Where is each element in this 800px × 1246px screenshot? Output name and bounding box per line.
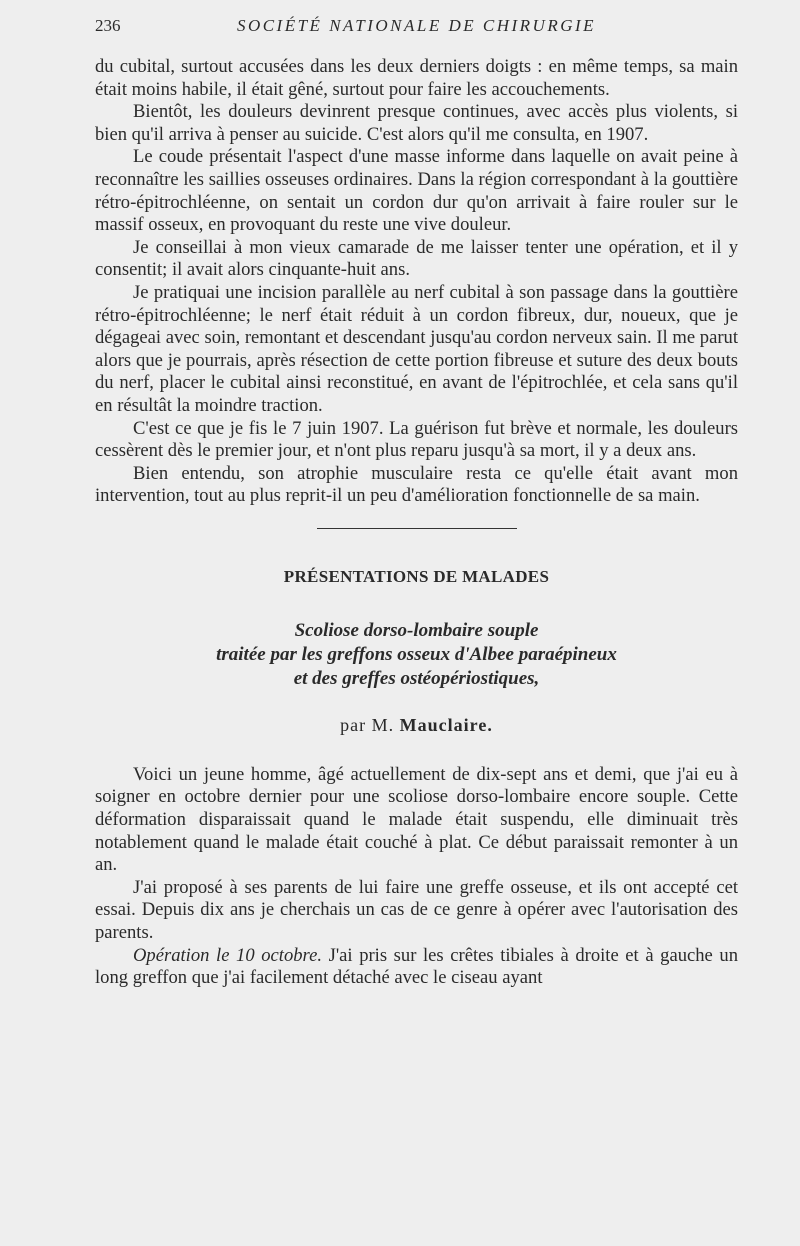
article-body <box>95 764 738 990</box>
paragraph-lead: Opération le 10 octobre. <box>133 944 322 966</box>
paragraph: Je conseillai à mon vieux camarade de me laisser tenter une opération, et il y consentit; il avait alors cinquante-huit ans. <box>95 236 738 281</box>
article-title <box>95 619 738 691</box>
page-body <box>95 56 738 990</box>
paragraph: Bien entendu, son atrophie musculaire resta ce qu'elle était avant mon intervention, tout au plus reprit-il un peu d'amélioration fonctionnelle de sa main. <box>95 462 738 507</box>
byline-prefix: par M. <box>340 714 395 735</box>
byline <box>95 715 738 736</box>
paragraph <box>95 945 738 990</box>
paragraph: J'ai proposé à ses parents de lui faire une greffe osseuse, et ils ont accepté cet essai. Depuis dix ans je cherchais un cas de ce genre à opérer avec l'autorisation des parents. <box>95 876 738 944</box>
paragraph: C'est ce que je fis le 7 juin 1907. La guérison fut brève et normale, les douleurs cessèrent dès le premier jour, et n'ont plus reparu jusqu'à sa mort, il y a deux ans. <box>95 417 738 462</box>
paragraph: Je pratiquai une incision parallèle au nerf cubital à son passage dans la gouttière rétro-épitrochléenne; le nerf était réduit à un cordon fibreux, dur, noueux, que je dégageai avec soin, remontant et descendant jusqu'au cordon nerveux sain. Il me parut alors que je pourrais, après résection de cette portion fibreuse et suture des deux bouts du nerf, placer le cubital ainsi reconstitué, en avant de l'épitrochlée, et cela sans qu'il en résultât la moindre traction. <box>95 281 738 416</box>
page-number: 236 <box>95 16 121 35</box>
page-header <box>95 16 738 40</box>
section-title: PRÉSENTATIONS DE MALADES <box>283 566 550 586</box>
article-title-line: et des greffes ostéopériostiques, <box>293 667 540 689</box>
running-head: SOCIÉTÉ NATIONALE DE CHIRURGIE <box>236 16 597 35</box>
paragraph: Le coude présentait l'aspect d'une masse informe dans laquelle on avait peine à reconnaître les saillies osseuses ordinaires. Dans la région correspondant à la gouttière rétro-épitrochléenne, on sentait un cordon dur qu'on arrivait à faire rouler sur le massif osseux, en provoquant du reste une vive douleur. <box>95 146 738 236</box>
section-divider <box>317 528 517 529</box>
byline-author: Mauclaire. <box>399 714 493 735</box>
article-title-line: traitée par les greffons osseux d'Albee paraépineux <box>216 643 617 665</box>
paragraph: Voici un jeune homme, âgé actuellement de dix-sept ans et demi, que j'ai eu à soigner en octobre dernier pour une scoliose dorso-lombaire encore souple. Cette déformation disparaissait quand le malade était suspendu, elle diminuait très notablement quand le malade était couché à plat. Ce début paraissait remonter à un an. <box>95 763 738 876</box>
paragraph: du cubital, surtout accusées dans les deux derniers doigts : en même temps, sa main était moins habile, il était gêné, surtout pour faire les accouchements. <box>95 56 738 100</box>
article-title-line: Scoliose dorso-lombaire souple <box>294 619 539 641</box>
paragraph-text: J'ai pris sur les crêtes tibiales à droite et à gauche un long greffon que j'ai facilement détaché avec le ciseau ayant <box>95 944 738 989</box>
paragraph: Bientôt, les douleurs devinrent presque continues, avec accès plus violents, si bien qu'il arriva à penser au suicide. C'est alors qu'il me consulta, en 1907. <box>95 101 738 145</box>
